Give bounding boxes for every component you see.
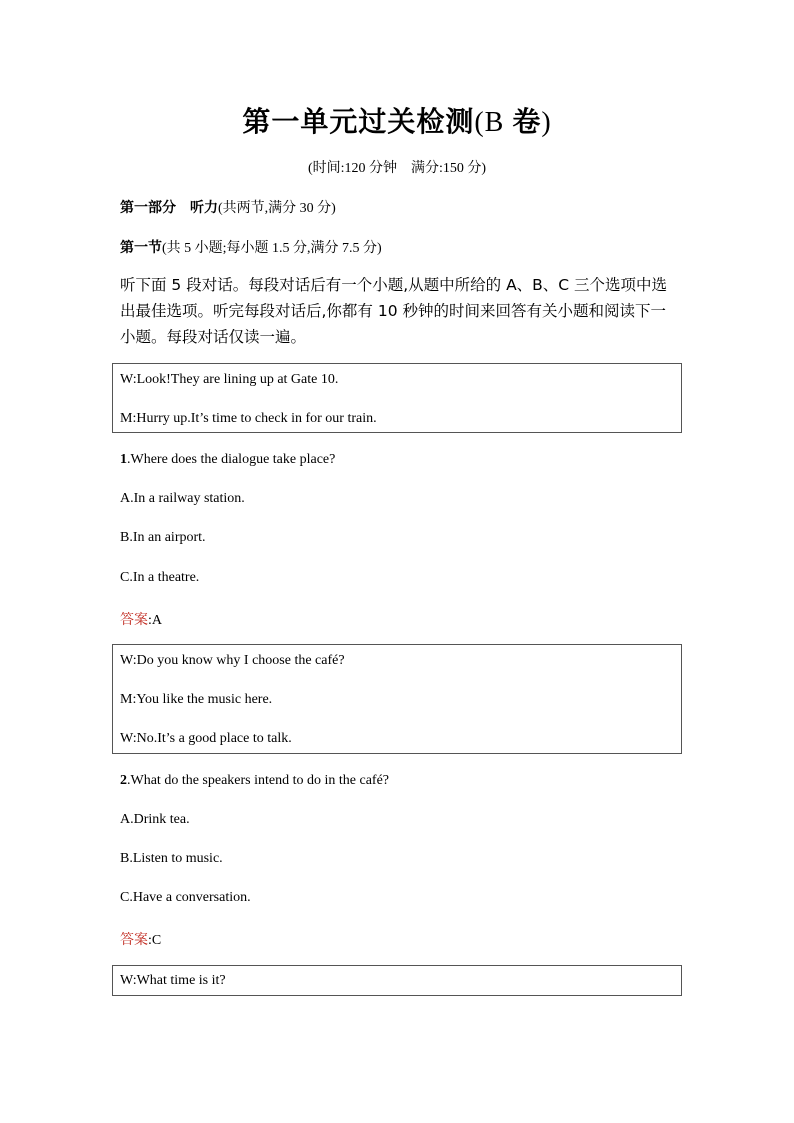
section-detail: (共 5 小题;每小题 1.5 分,满分 7.5 分)	[162, 241, 382, 256]
question-2	[120, 773, 389, 789]
dialogue-line: W:Look!They are lining up at Gate 10.	[120, 372, 339, 387]
question-text: .Where does the dialogue take place?	[127, 452, 336, 467]
page-title	[0, 100, 794, 140]
option-a: A.Drink tea.	[120, 812, 190, 827]
exam-info: (时间:120 分钟 满分:150 分)	[307, 161, 487, 176]
dialogue-line: W:What time is it?	[120, 973, 226, 988]
dialogue-line: M:Hurry up.It’s time to check in for our train.	[120, 411, 377, 426]
section-heading	[120, 237, 382, 257]
answer-label: 答案	[120, 932, 148, 948]
answer-label: 答案	[120, 612, 148, 628]
title-volume-letter: (B	[474, 107, 513, 138]
section-label: 第一节	[120, 240, 162, 256]
option-a: A.In a railway station.	[120, 491, 245, 506]
question-1	[120, 452, 335, 468]
dialogue-box-1	[112, 363, 682, 433]
option-c: C.In a theatre.	[120, 570, 200, 585]
title-volume-word: 卷	[512, 105, 542, 138]
answer-2	[120, 929, 161, 949]
part-heading	[120, 197, 336, 217]
answer-1	[120, 609, 162, 629]
dialogue-box-2	[112, 644, 682, 754]
question-number: 1	[120, 452, 127, 467]
dialogue-box-3	[112, 965, 682, 996]
part-name: 听力	[190, 200, 218, 216]
instructions-paragraph: 听下面 5 段对话。每段对话后有一个小题,从题中所给的 A、B、C 三个选项中选出最佳选项。听完每段对话后,你都有 10 秒钟的时间来回答有关小题和阅读下一小题。每段对话仅读一遍。	[120, 276, 668, 346]
answer-value: :A	[148, 613, 162, 628]
option-c: C.Have a conversation.	[120, 890, 251, 905]
title-chinese: 第一单元过关检测	[242, 105, 475, 138]
question-number: 2	[120, 773, 127, 788]
question-text: .What do the speakers intend to do in the café?	[127, 773, 390, 788]
part-label: 第一部分	[120, 200, 176, 216]
answer-value: :C	[148, 933, 162, 948]
part-detail: (共两节,满分 30 分)	[218, 201, 336, 216]
dialogue-line: M:You like the music here.	[120, 692, 273, 707]
title-close-paren: )	[541, 107, 552, 138]
option-b: B.In an airport.	[120, 530, 206, 545]
option-b: B.Listen to music.	[120, 851, 223, 866]
dialogue-line: W:Do you know why I choose the café?	[120, 653, 345, 668]
dialogue-line: W:No.It’s a good place to talk.	[120, 731, 292, 746]
